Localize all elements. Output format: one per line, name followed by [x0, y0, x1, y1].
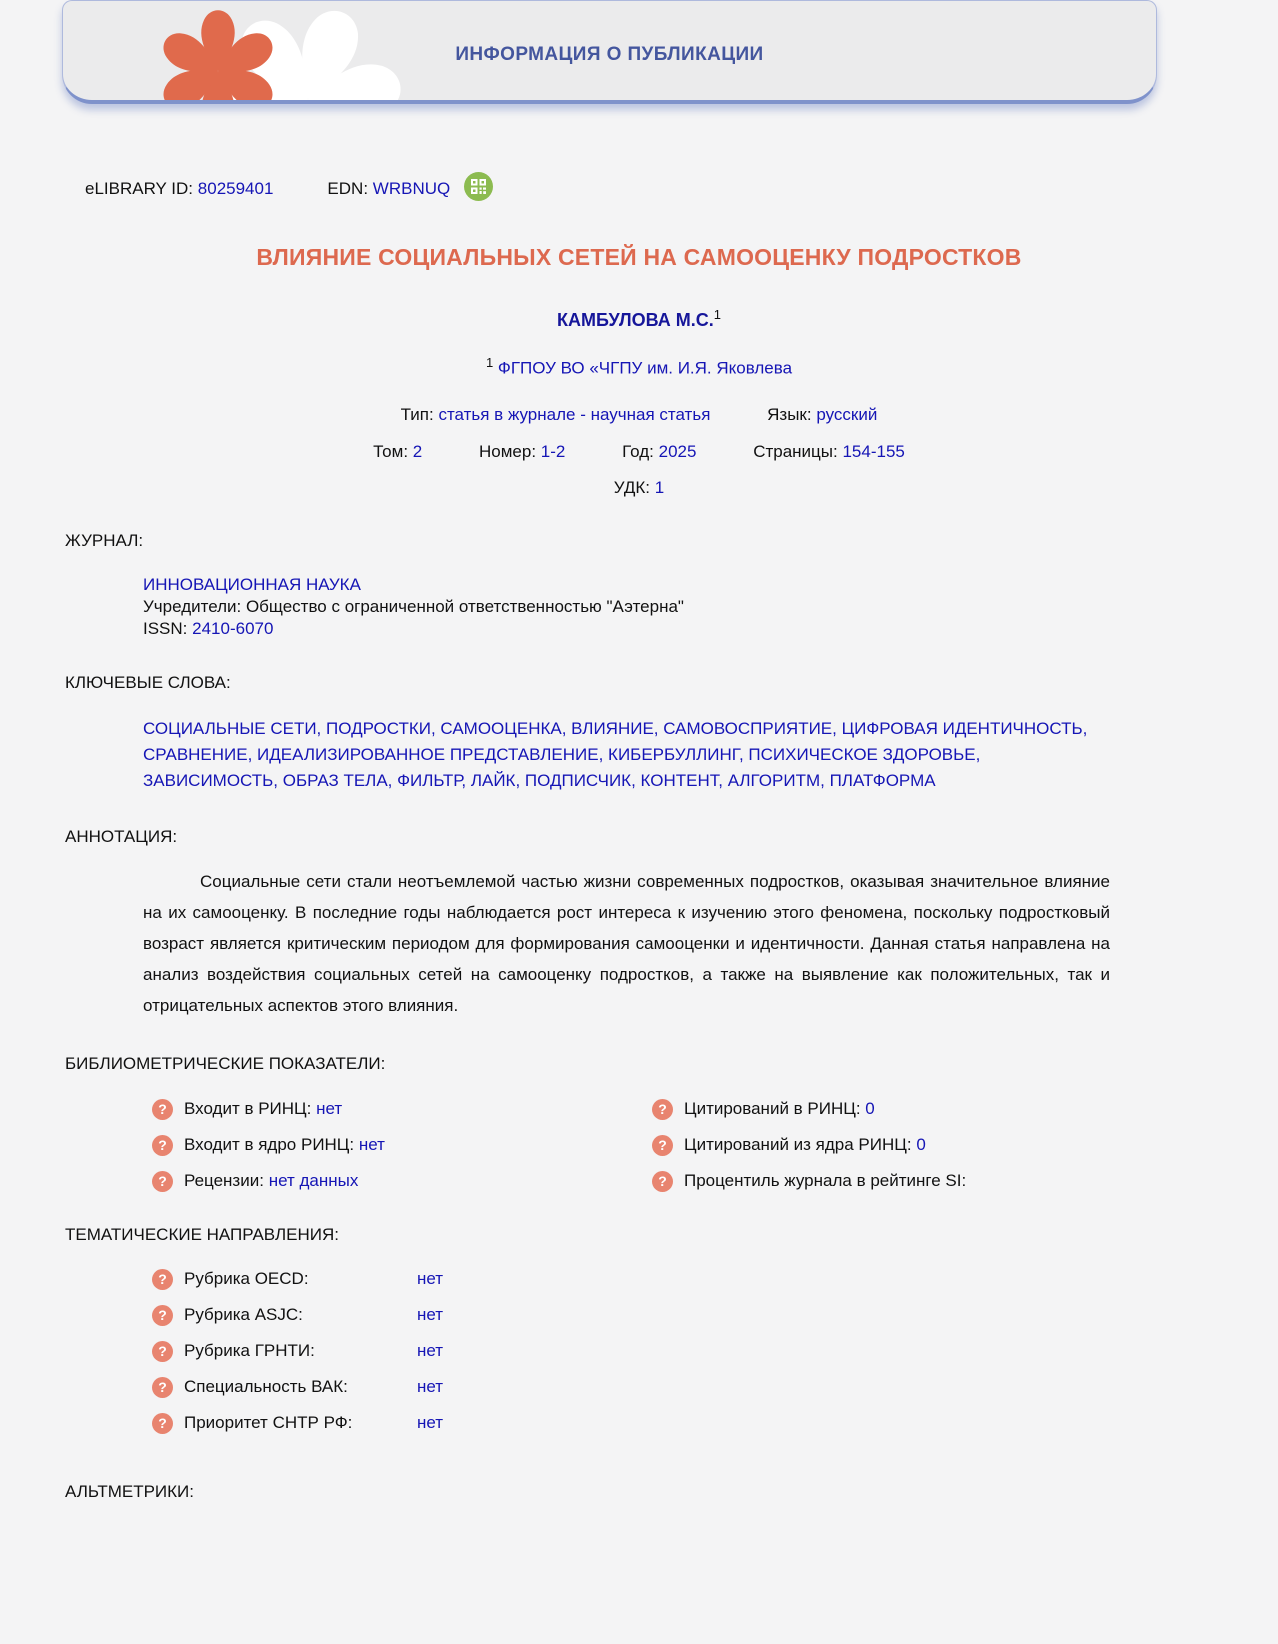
udk-value: 1 [654, 477, 665, 497]
indicator-value: 0 [916, 1135, 926, 1155]
author-affiliation-superscript: 1 [713, 307, 721, 322]
help-icon[interactable]: ? [152, 1135, 173, 1156]
year-label: Год: [622, 441, 654, 461]
indicator-label: Входит в ядро РИНЦ: [184, 1135, 355, 1155]
topic-label: Специальность ВАК: [184, 1377, 348, 1397]
help-icon[interactable]: ? [652, 1099, 673, 1120]
topic-row-grnti [152, 1341, 1278, 1362]
help-icon[interactable]: ? [152, 1341, 173, 1362]
bibliometrics-grid [152, 1099, 1278, 1192]
altmetrics-section-header: АЛЬТМЕТРИКИ: [65, 1481, 194, 1501]
indicator-row-citations-rinc [652, 1099, 966, 1120]
issn-link[interactable]: 2410-6070 [192, 618, 274, 638]
volume-label: Том: [373, 441, 409, 461]
elibrary-id-link[interactable]: 80259401 [197, 179, 274, 198]
affiliation-superscript: 1 [485, 355, 494, 370]
language-label: Язык: [767, 404, 812, 424]
help-icon[interactable]: ? [152, 1269, 173, 1290]
topic-value: нет [417, 1341, 444, 1361]
help-icon[interactable]: ? [652, 1135, 673, 1156]
topic-value: нет [417, 1377, 444, 1397]
edn-label: EDN: [327, 179, 369, 198]
indicator-label: Рецензии: [184, 1171, 264, 1191]
keywords-section-header: КЛЮЧЕВЫЕ СЛОВА: [65, 672, 231, 692]
indicator-label: Цитирований из ядра РИНЦ: [684, 1135, 912, 1155]
indicator-row-rinc [152, 1099, 652, 1120]
article-title: ВЛИЯНИЕ СОЦИАЛЬНЫХ СЕТЕЙ НА САМООЦЕНКУ ПОДРОСТКОВ [256, 244, 1022, 270]
identifier-line [85, 172, 1278, 206]
indicator-row-percentile-si [652, 1171, 966, 1192]
journal-section-header: ЖУРНАЛ: [65, 530, 144, 550]
help-icon[interactable]: ? [152, 1305, 173, 1326]
language-value: русский [816, 404, 878, 424]
indicator-label: Цитирований в РИНЦ: [684, 1099, 861, 1119]
indicator-row-rinc-core [152, 1135, 652, 1156]
type-label: Тип: [400, 404, 434, 424]
help-icon[interactable]: ? [152, 1099, 173, 1120]
indicator-value: нет данных [268, 1171, 359, 1191]
affiliation-name[interactable]: ФГПОУ ВО «ЧГПУ им. И.Я. Яковлева [497, 358, 793, 378]
help-icon[interactable]: ? [652, 1171, 673, 1192]
topic-row-asjc [152, 1305, 1278, 1326]
pages-value: 154-155 [842, 441, 905, 461]
topic-value: нет [417, 1269, 444, 1289]
type-value: статья в журнале - научная статья [438, 404, 711, 424]
bibliometrics-section-header: БИБЛИОМЕТРИЧЕСКИЕ ПОКАЗАТЕЛИ: [65, 1053, 386, 1073]
elibrary-id-label: eLIBRARY ID: [85, 179, 194, 198]
number-value: 1-2 [540, 441, 566, 461]
indicator-label: Входит в РИНЦ: [184, 1099, 312, 1119]
volume-value: 2 [412, 441, 423, 461]
help-icon[interactable]: ? [152, 1377, 173, 1398]
topic-value: нет [417, 1413, 444, 1433]
indicator-value: нет [358, 1135, 385, 1155]
annotation-section-header: АННОТАЦИЯ: [65, 826, 178, 846]
topic-row-vak [152, 1377, 1278, 1398]
help-icon[interactable]: ? [152, 1171, 173, 1192]
annotation-text: Социальные сети стали неотъемлемой частью жизни современных подростков, оказывая значительное влияние на их самооценку. В последние годы наблюдается рост интереса к изучению этого феномена, поскольку подростковый возраст является критическим периодом для формирования самооценки и идентичности. Данная статья направлена на анализ воздействия социальных сетей на самооценку подростков, а также на выявление как положительных, так и отрицательных аспектов этого влияния. [143, 871, 1110, 1015]
year-value: 2025 [658, 441, 697, 461]
indicator-label: Процентиль журнала в рейтинге SI: [684, 1171, 967, 1191]
article-affiliation[interactable] [0, 355, 1278, 379]
topics-section-header: ТЕМАТИЧЕСКИЕ НАПРАВЛЕНИЯ: [65, 1224, 339, 1244]
number-label: Номер: [478, 441, 537, 461]
indicator-value: нет [316, 1099, 343, 1119]
article-meta-type-lang [0, 405, 1278, 425]
keywords-list[interactable]: СОЦИАЛЬНЫЕ СЕТИ, ПОДРОСТКИ, САМООЦЕНКА, ВЛИЯНИЕ, САМОВОСПРИЯТИЕ, ЦИФРОВАЯ ИДЕНТИЧНОСТЬ, СРАВНЕНИЕ, ИДЕАЛИЗИРОВАННОЕ ПРЕДСТАВЛЕНИЕ, КИБЕРБУЛЛИНГ, ПСИХИЧЕСКОЕ ЗДОРОВЬЕ, ЗАВИСИМОСТЬ, ОБРАЗ ТЕЛА, ФИЛЬТР, ЛАЙК, ПОДПИСЧИК, КОНТЕНТ, АЛГОРИТМ, ПЛАТФОРМА [143, 718, 1088, 790]
journal-founders: Учредители: Общество с ограниченной ответственностью "Аэтерна" [143, 596, 684, 616]
issn-label: ISSN: [143, 618, 188, 638]
edn-link[interactable]: WRBNUQ [372, 179, 451, 198]
topic-value: нет [417, 1305, 444, 1325]
author-name[interactable]: КАМБУЛОВА М.С. [557, 310, 714, 330]
udk-label: УДК: [613, 477, 650, 497]
topic-label: Приоритет СНТР РФ: [184, 1413, 353, 1433]
topic-row-sntr [152, 1413, 1278, 1434]
page-title: ИНФОРМАЦИЯ О ПУБЛИКАЦИИ [455, 44, 764, 65]
topic-label: Рубрика ГРНТИ: [184, 1341, 315, 1361]
article-meta-volume-line [0, 442, 1278, 462]
help-icon[interactable]: ? [152, 1413, 173, 1434]
page-header [62, 0, 1157, 104]
topics-rows [152, 1269, 1278, 1434]
journal-block [143, 574, 1158, 640]
journal-name-link[interactable]: ИННОВАЦИОННАЯ НАУКА [143, 574, 361, 594]
indicator-row-citations-core [652, 1135, 966, 1156]
qr-code-icon[interactable] [464, 172, 493, 206]
article-author[interactable] [0, 307, 1278, 331]
article-meta-udk-line [0, 478, 1278, 498]
topic-row-oecd [152, 1269, 1278, 1290]
indicator-value: 0 [865, 1099, 875, 1119]
topic-label: Рубрика ASJC: [184, 1305, 303, 1325]
pages-label: Страницы: [753, 441, 838, 461]
indicator-row-reviews [152, 1171, 652, 1192]
topic-label: Рубрика OECD: [184, 1269, 309, 1289]
